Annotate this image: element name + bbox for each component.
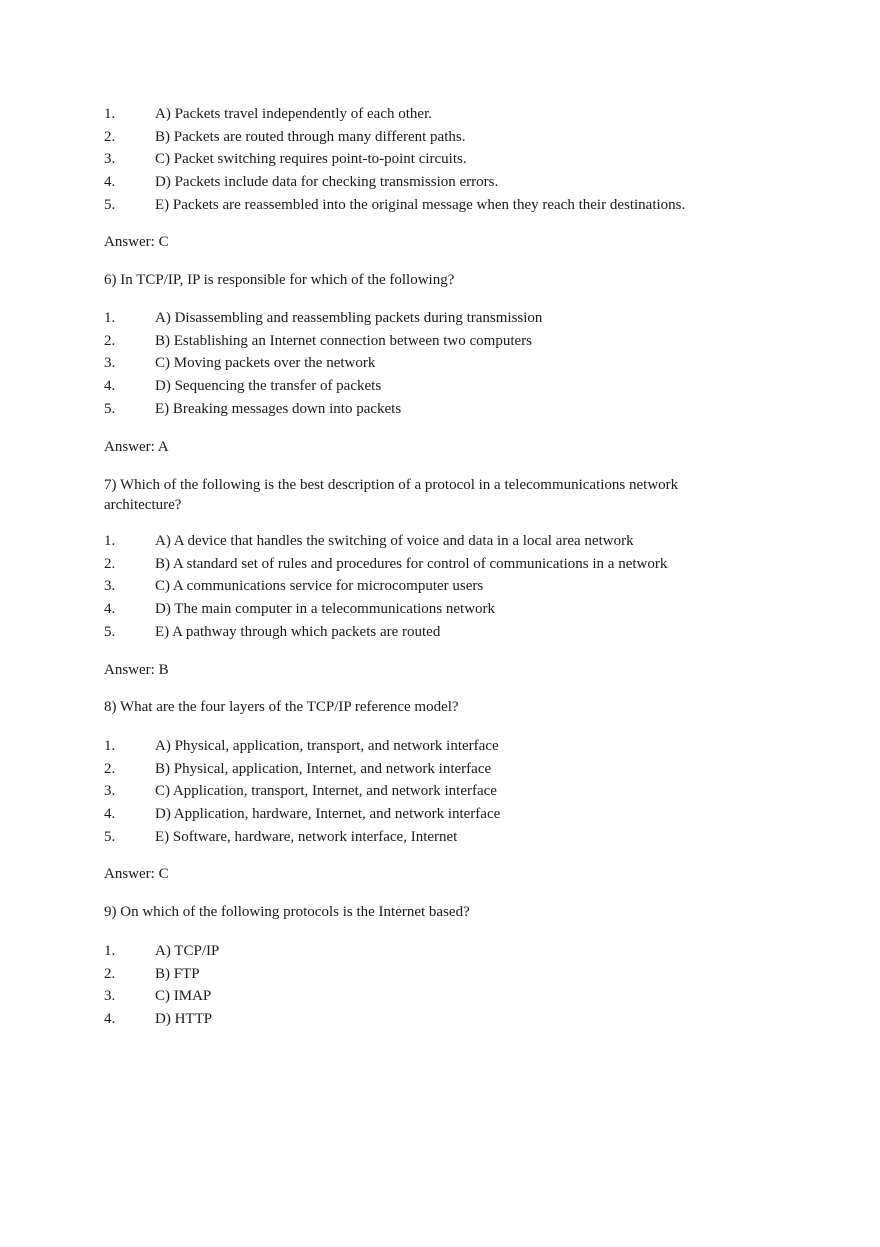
option-text: A) A device that handles the switching of voice and data in a local area network — [155, 533, 634, 549]
option-number: 4. — [104, 1011, 116, 1028]
option-number: 1. — [104, 738, 116, 754]
option-text: D) The main computer in a telecommunications network — [155, 601, 496, 618]
option-number: 1. — [104, 533, 116, 549]
option-number: 4. — [104, 174, 116, 191]
option-number: 3. — [104, 578, 116, 595]
option-number: 3. — [104, 151, 116, 168]
list-item — [104, 171, 804, 194]
option-list — [104, 307, 804, 420]
option-text: C) A communications service for microcomputer users — [155, 578, 484, 595]
question-text: 6) In TCP/IP, IP is responsible for which of the following? — [104, 272, 455, 288]
option-number: 1. — [104, 310, 116, 326]
question-text: 8) What are the four layers of the TCP/IP reference model? — [104, 699, 459, 715]
option-text: C) IMAP — [155, 988, 212, 1005]
option-text: A) TCP/IP — [155, 943, 220, 959]
option-number: 1. — [104, 106, 116, 122]
list-item — [104, 575, 804, 598]
question-text: 7) Which of the following is the best description of a protocol in a telecommunications network architecture? — [104, 477, 679, 513]
option-number: 2. — [104, 332, 116, 349]
list-item — [104, 826, 804, 849]
option-number: 1. — [104, 943, 116, 959]
option-list — [104, 530, 804, 643]
list-item — [104, 940, 804, 963]
list-item — [104, 148, 804, 171]
list-item — [104, 735, 804, 758]
option-number: 2. — [104, 128, 116, 145]
list-item — [104, 375, 804, 398]
list-item — [104, 194, 804, 217]
list-item — [104, 621, 804, 644]
option-text: A) Disassembling and reassembling packets during transmission — [155, 310, 543, 326]
option-text: A) Packets travel independently of each other. — [155, 106, 432, 122]
option-number: 3. — [104, 355, 116, 372]
list-item — [104, 398, 804, 421]
option-text: B) FTP — [155, 965, 200, 982]
option-text: C) Packet switching requires point-to-point circuits. — [155, 151, 467, 168]
option-list — [104, 103, 804, 216]
option-text: D) HTTP — [155, 1011, 213, 1028]
option-number: 4. — [104, 601, 116, 618]
answer-line: Answer: B — [104, 662, 169, 678]
list-item — [104, 330, 804, 353]
option-number: 3. — [104, 988, 116, 1005]
option-number: 5. — [104, 828, 116, 845]
list-item — [104, 963, 804, 986]
list-item — [104, 598, 804, 621]
option-list — [104, 735, 804, 848]
question-text: 9) On which of the following protocols is the Internet based? — [104, 904, 470, 920]
option-text: E) A pathway through which packets are routed — [155, 623, 441, 640]
answer-line: Answer: C — [104, 234, 169, 250]
option-text: D) Sequencing the transfer of packets — [155, 378, 382, 395]
list-item — [104, 352, 804, 375]
option-number: 4. — [104, 806, 116, 823]
option-number: 4. — [104, 378, 116, 395]
option-list — [104, 940, 804, 1031]
list-item — [104, 553, 804, 576]
option-text: C) Moving packets over the network — [155, 355, 376, 372]
option-text: C) Application, transport, Internet, and network interface — [155, 783, 497, 800]
list-item — [104, 985, 804, 1008]
option-number: 3. — [104, 783, 116, 800]
option-text: E) Breaking messages down into packets — [155, 400, 402, 417]
option-text: E) Software, hardware, network interface, Internet — [155, 828, 458, 845]
list-item — [104, 758, 804, 781]
option-number: 2. — [104, 555, 116, 572]
list-item — [104, 307, 804, 330]
option-text: E) Packets are reassembled into the original message when they reach their destinations. — [155, 196, 686, 213]
option-text: B) A standard set of rules and procedures for control of communications in a network — [155, 555, 668, 572]
option-text: B) Physical, application, Internet, and network interface — [155, 760, 492, 777]
list-item — [104, 103, 804, 126]
list-item — [104, 1008, 804, 1031]
answer-line: Answer: A — [104, 439, 169, 455]
list-item — [104, 530, 804, 553]
option-text: B) Packets are routed through many different paths. — [155, 128, 466, 145]
list-item — [104, 780, 804, 803]
option-text: A) Physical, application, transport, and network interface — [155, 738, 499, 754]
option-number: 2. — [104, 965, 116, 982]
option-number: 5. — [104, 400, 116, 417]
option-number: 2. — [104, 760, 116, 777]
option-text: D) Packets include data for checking transmission errors. — [155, 174, 499, 191]
list-item — [104, 126, 804, 149]
option-text: D) Application, hardware, Internet, and network interface — [155, 806, 501, 823]
option-number: 5. — [104, 623, 116, 640]
option-number: 5. — [104, 196, 116, 213]
answer-line: Answer: C — [104, 866, 169, 882]
list-item — [104, 803, 804, 826]
option-text: B) Establishing an Internet connection between two computers — [155, 332, 532, 349]
